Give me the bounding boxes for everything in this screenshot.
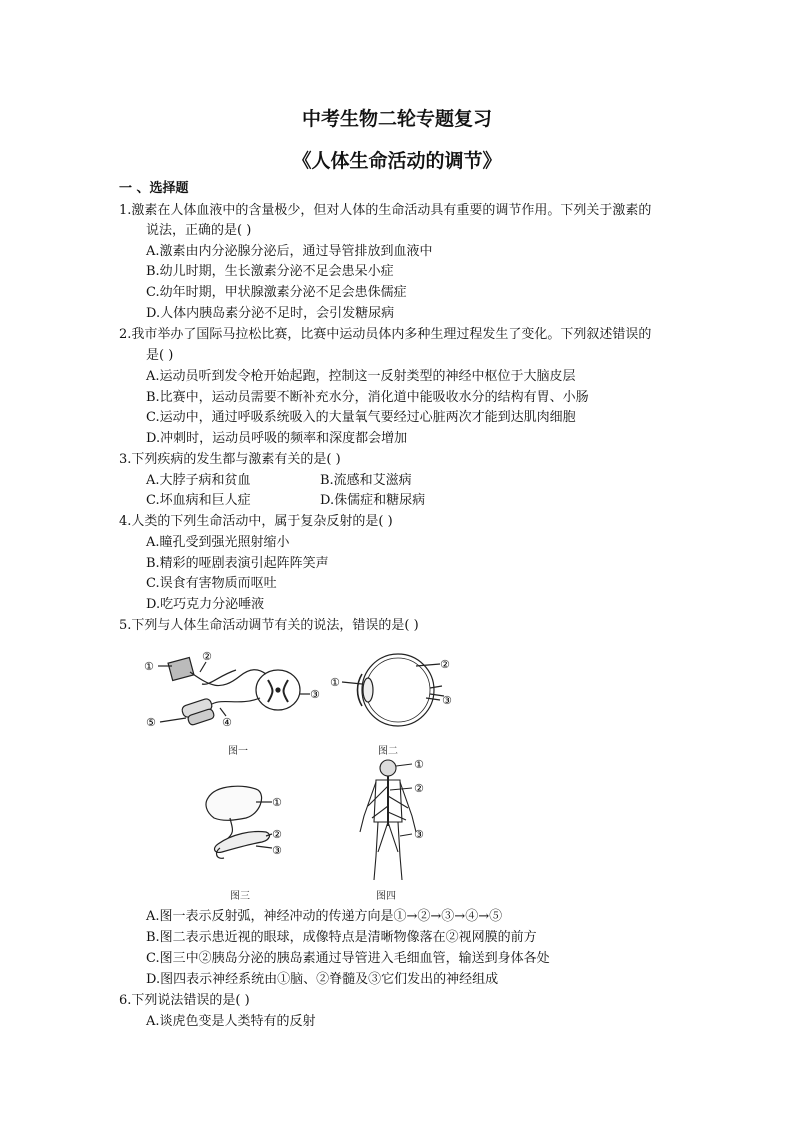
fig1-label-5: ⑤: [146, 716, 156, 729]
reflex-arc-figure: [140, 646, 330, 736]
q2-option-a: A.运动员听到发令枪开始起跑，控制这一反射类型的神经中枢位于大脑皮层: [146, 369, 576, 384]
q3-option-d: D.侏儒症和糖尿病: [320, 493, 426, 508]
fig3-label-3: ③: [272, 844, 282, 857]
fig2-caption: 图二: [378, 746, 398, 757]
fig4-label-3: ③: [414, 828, 424, 841]
fig3-caption: 图三: [230, 891, 250, 902]
q1-stem-line2: 说法，正确的是( ): [146, 223, 252, 238]
eyeball-figure: [330, 644, 460, 736]
q2-stem-line2: 是( ): [146, 348, 174, 363]
page-title: 中考生物二轮专题复习: [301, 108, 492, 130]
fig1-label-4: ④: [222, 716, 232, 729]
q4-option-b: B.精彩的哑剧表演引起阵阵笑声: [146, 556, 329, 571]
section-heading: 一 、选择题: [119, 181, 189, 196]
q5-stem: 5.下列与人体生命活动调节有关的说法，错误的是( ): [119, 618, 419, 633]
q6-option-a: A.谈虎色变是人类特有的反射: [146, 1014, 316, 1029]
q4-option-d: D.吃巧克力分泌唾液: [146, 597, 265, 612]
q3-option-c: C.坏血病和巨人症: [146, 493, 251, 508]
q5-option-d: D.图四表示神经系统由①脑、②脊髓及③它们发出的神经组成: [146, 972, 499, 987]
q6-stem: 6.下列说法错误的是( ): [119, 993, 250, 1008]
q1-option-d: D.人体内胰岛素分泌不足时，会引发糖尿病: [146, 306, 395, 321]
fig1-caption: 图一: [228, 746, 248, 757]
q5-option-b: B.图二表示患近视的眼球，成像特点是清晰物像落在②视网膜的前方: [146, 930, 537, 945]
fig1-label-3: ③: [310, 688, 320, 701]
q4-stem: 4.人类的下列生命活动中，属于复杂反射的是( ): [119, 514, 393, 529]
fig2-label-1: ①: [330, 676, 340, 689]
q2-option-d: D.冲刺时，运动员呼吸的频率和深度都会增加: [146, 431, 408, 446]
q1-option-c: C.幼年时期，甲状腺激素分泌不足会患侏儒症: [146, 285, 407, 300]
q2-option-c: C.运动中，通过呼吸系统吸入的大量氧气要经过心脏两次才能到达肌肉细胞: [146, 410, 576, 425]
fig3-label-1: ①: [272, 796, 282, 809]
q3-option-b: B.流感和艾滋病: [320, 473, 412, 488]
nervous-system-figure: [350, 756, 440, 884]
fig3-label-2: ②: [272, 828, 282, 841]
page-subtitle: 《人体生命活动的调节》: [292, 150, 502, 172]
fig4-caption: 图四: [376, 891, 396, 902]
q4-option-c: C.误食有害物质而呕吐: [146, 576, 277, 591]
q1-option-a: A.激素由内分泌腺分泌后，通过导管排放到血液中: [146, 244, 433, 259]
q5-option-a: A.图一表示反射弧，神经冲动的传递方向是①→②→③→④→⑤: [146, 909, 503, 924]
q1-stem-line1: 1.激素在人体血液中的含量极少，但对人体的生命活动具有重要的调节作用。下列关于激素的: [119, 203, 652, 218]
q3-option-a: A.大脖子病和贫血: [146, 473, 251, 488]
fig1-label-2: ②: [202, 650, 212, 663]
q2-stem-line1: 2.我市举办了国际马拉松比赛，比赛中运动员体内多种生理过程发生了变化。下列叙述错误的: [119, 327, 652, 342]
fig2-label-2: ②: [440, 658, 450, 671]
liver-pancreas-figure: [196, 778, 296, 866]
q3-stem: 3.下列疾病的发生都与激素有关的是( ): [119, 452, 341, 467]
fig2-label-3: ③: [442, 694, 452, 707]
fig4-label-1: ①: [414, 758, 424, 771]
fig1-label-1: ①: [144, 660, 154, 673]
q4-option-a: A.瞳孔受到强光照射缩小: [146, 535, 290, 550]
q5-option-c: C.图三中②胰岛分泌的胰岛素通过导管进入毛细血管，输送到身体各处: [146, 951, 550, 966]
q1-option-b: B.幼儿时期，生长激素分泌不足会患呆小症: [146, 264, 394, 279]
q2-option-b: B.比赛中，运动员需要不断补充水分，消化道中能吸收水分的结构有胃、小肠: [146, 390, 589, 405]
fig4-label-2: ②: [414, 782, 424, 795]
